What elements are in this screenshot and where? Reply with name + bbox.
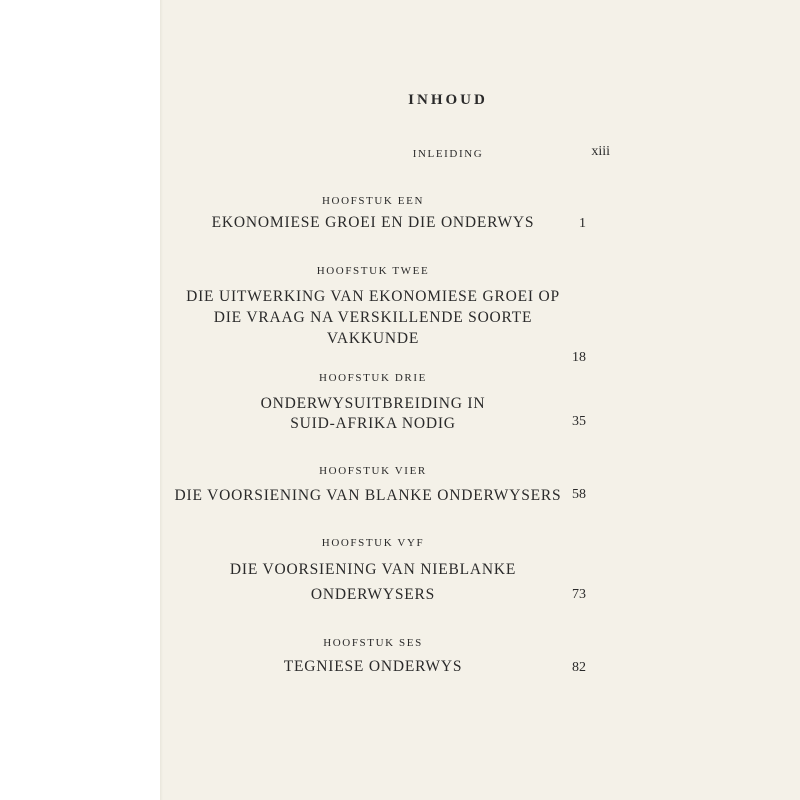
chapter-2-title-line-2: DIE VRAAG NA VERSKILLENDE SOORTE [213, 309, 533, 326]
chapter-6-label: HOOFSTUK SES [323, 637, 423, 649]
chapter-4-label: HOOFSTUK VIER [319, 465, 427, 477]
chapter-2-label: HOOFSTUK TWEE [316, 265, 430, 277]
chapter-6-page-number: 82 [572, 660, 586, 675]
chapter-2-title-line-1: DIE UITWERKING VAN EKONOMIESE GROEI OP [186, 288, 560, 305]
chapter-5-page-number: 73 [572, 587, 586, 602]
chapter-5-title-line-2: ONDERWYSERS [310, 586, 436, 603]
chapter-4-page-number: 58 [572, 487, 586, 502]
chapter-3-title-line-1: ONDERWYSUITBREIDING IN [260, 395, 486, 412]
chapter-2-title-line-3: VAKKUNDE [326, 330, 420, 347]
intro-page-number: xiii [591, 144, 610, 159]
toc-title: INHOUD [408, 92, 488, 108]
chapter-4-title: DIE VOORSIENING VAN BLANKE ONDERWYSERS [174, 487, 562, 504]
chapter-3-title-line-2: SUID-AFRIKA NODIG [290, 415, 456, 432]
chapter-5-title-line-1: DIE VOORSIENING VAN NIEBLANKE [229, 561, 517, 578]
chapter-3-page-number: 35 [572, 414, 586, 429]
chapter-5-label: HOOFSTUK VYF [321, 537, 425, 549]
chapter-1-title: EKONOMIESE GROEI EN DIE ONDERWYS [211, 214, 535, 231]
chapter-1-page-number: 1 [579, 216, 586, 231]
chapter-1-label: HOOFSTUK EEN [321, 195, 424, 207]
chapter-6-title: TEGNIESE ONDERWYS [283, 658, 463, 675]
chapter-2-page-number: 18 [572, 350, 586, 365]
intro-label: INLEIDING [412, 148, 484, 160]
book-page [163, 0, 800, 800]
chapter-3-label: HOOFSTUK DRIE [319, 372, 427, 384]
